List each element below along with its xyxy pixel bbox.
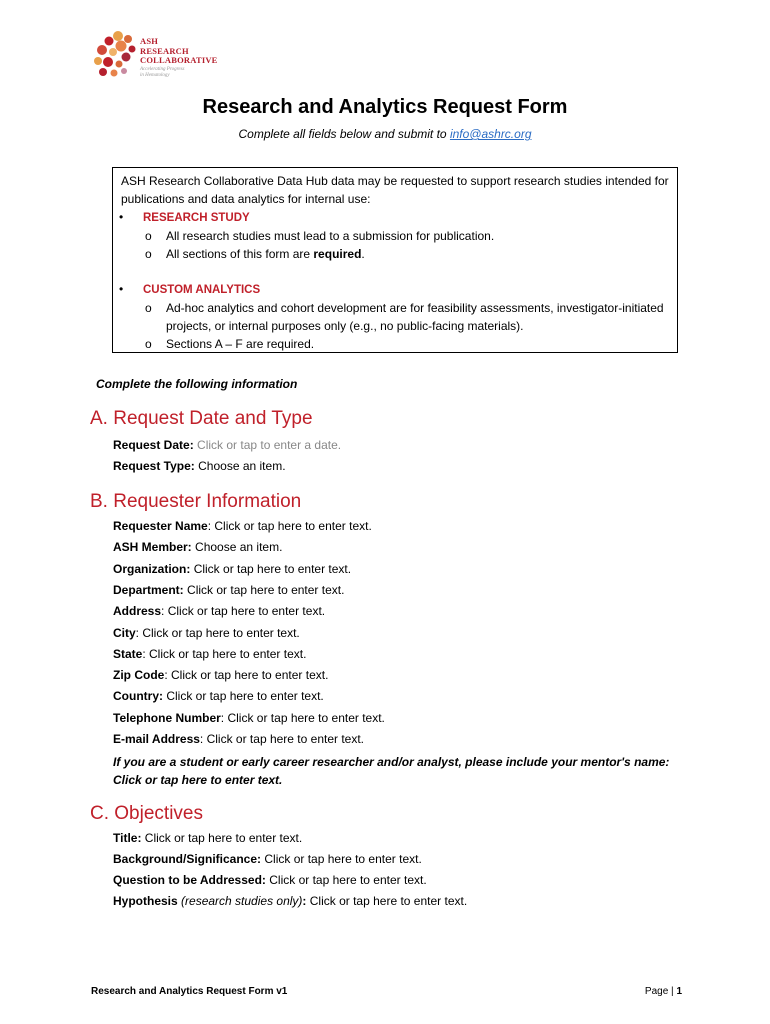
requester-field-input[interactable]: Click or tap here to enter text. — [227, 710, 385, 725]
requester-field-row: Zip Code: Click or tap here to enter text. — [113, 668, 329, 683]
list-item: o Ad-hoc analytics and cohort development are for feasibility assessments, investigator-initiated projects, or internal purposes only (e.g., no public-facing materials). — [145, 301, 664, 333]
footer-form-name: Research and Analytics Request Form v1 — [91, 986, 288, 997]
requester-field-input[interactable]: Click or tap here to enter text. — [167, 604, 326, 619]
mentor-field: If you are a student or early career researcher and/or analyst, please include your mentor's name: Click or tap here to enter text. — [113, 755, 670, 787]
section-b-heading: B. Requester Information — [90, 491, 302, 512]
logo-wordmark: ASH RESEARCH COLLABORATIVE — [140, 36, 218, 65]
sub-bullet-icon: o — [145, 247, 152, 261]
requester-field-row: State: Click or tap here to enter text. — [113, 646, 307, 661]
list-item: o Sections A – F are required. — [145, 337, 315, 351]
request-type-field: Request Type: Choose an item. — [113, 459, 286, 473]
question-field: Question to be Addressed: Click or tap here to enter text. — [113, 873, 427, 887]
sub-bullet-icon: o — [145, 229, 152, 243]
requester-field-input[interactable]: Click or tap here to enter text. — [193, 561, 352, 576]
request-date-field: Request Date: Click or tap to enter a date. — [113, 438, 342, 452]
requester-field-input[interactable]: Click or tap here to enter text. — [187, 582, 345, 597]
info-intro: ASH Research Collaborative Data Hub data may be requested to support research studies intended for publications and data analytics for internal use: — [121, 174, 669, 206]
section-c-heading: C. Objectives — [90, 803, 203, 824]
logo-dots-icon — [92, 30, 140, 82]
footer-page-number: Page | 1 — [644, 986, 682, 997]
requester-field-input[interactable]: Click or tap here to enter text. — [142, 625, 300, 640]
requester-field-row: Requester Name: Click or tap here to enter text. — [113, 519, 372, 533]
request-type-select[interactable]: Choose an item. — [198, 459, 286, 473]
sub-bullet-icon: o — [145, 337, 152, 351]
research-study-bullet — [121, 208, 669, 227]
background-input[interactable]: Click or tap here to enter text. — [264, 852, 422, 866]
hypothesis-field: Hypothesis (research studies only): Click or tap here to enter text. — [113, 894, 468, 908]
request-date-input[interactable]: Click or tap to enter a date. — [197, 438, 342, 452]
page-subtitle — [0, 127, 770, 141]
requester-field-row: Address: Click or tap here to enter text. — [113, 604, 326, 619]
requester-field-input[interactable]: Click or tap here to enter text. — [149, 646, 307, 661]
requester-field-row: ASH Member: Choose an item. — [113, 540, 283, 555]
mentor-input[interactable]: Click or tap here to enter text. — [113, 773, 283, 787]
background-field: Background/Significance: Click or tap here to enter text. — [113, 852, 422, 866]
sub-bullet-icon: o — [145, 301, 152, 315]
requester-field-row: City: Click or tap here to enter text. — [113, 625, 300, 640]
page-title: Research and Analytics Request Form — [202, 96, 568, 118]
bullet-icon: • — [119, 210, 124, 224]
bullet-icon: • — [119, 282, 124, 296]
requester-field-row: E-mail Address: Click or tap here to enter text. — [113, 732, 364, 746]
custom-analytics-heading: CUSTOM ANALYTICS — [143, 284, 261, 296]
title-field: Title: Click or tap here to enter text. — [113, 831, 303, 845]
research-study-heading: RESEARCH STUDY — [143, 212, 250, 224]
requester-field-row: Country: Click or tap here to enter text. — [113, 689, 324, 704]
requester-field-row: Organization: Click or tap here to enter text. — [113, 561, 352, 576]
list-item: o All research studies must lead to a submission for publication. — [145, 229, 495, 243]
subtitle-text: Complete all fields below and submit to — [238, 127, 450, 141]
ash-logo — [92, 30, 242, 82]
requester-field-input[interactable]: Click or tap here to enter text. — [166, 689, 324, 704]
requester-field-input[interactable]: Click or tap here to enter text. — [206, 732, 364, 746]
hypothesis-input[interactable]: Click or tap here to enter text. — [309, 894, 468, 908]
question-input[interactable]: Click or tap here to enter text. — [269, 873, 427, 887]
requester-field-input[interactable]: Click or tap here to enter text. — [171, 668, 329, 683]
info-box — [112, 167, 678, 353]
complete-note: Complete the following information — [96, 377, 298, 391]
requester-field-input[interactable]: Click or tap here to enter text. — [214, 519, 372, 533]
logo-tagline: Accelerating Progress in Hematology — [140, 67, 185, 78]
section-a-heading: A. Request Date and Type — [90, 408, 313, 429]
list-item: o All sections of this form are required. — [145, 247, 365, 261]
email-link[interactable]: info@ashrc.org — [449, 127, 532, 141]
custom-analytics-bullet — [121, 280, 669, 299]
requester-field-input[interactable]: Choose an item. — [195, 540, 283, 555]
title-input[interactable]: Click or tap here to enter text. — [144, 831, 303, 845]
requester-field-row: Department: Click or tap here to enter text. — [113, 582, 345, 597]
requester-field-row: Telephone Number: Click or tap here to enter text. — [113, 710, 385, 725]
